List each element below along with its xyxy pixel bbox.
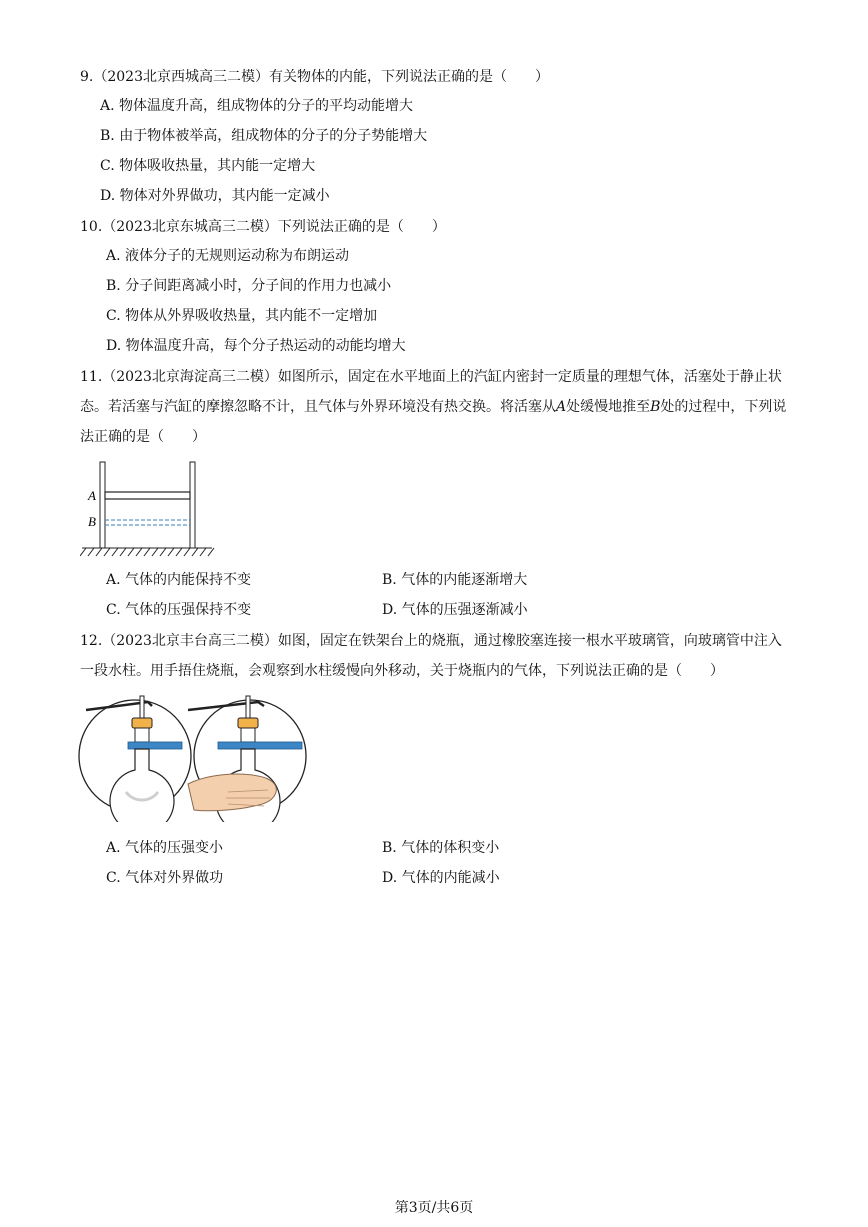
fig-label-b: B (88, 514, 96, 529)
q11-var-a: A (556, 399, 567, 415)
q12-option-d: D. 气体的内能减小 (382, 870, 500, 886)
flask-figure (78, 692, 313, 822)
q9-option-a: A. 物体温度升高，组成物体的分子的平均动能增大 (100, 98, 414, 114)
q12-option-c: C. 气体对外界做功 (106, 870, 224, 886)
q11-option-d: D. 气体的压强逐渐减小 (382, 602, 528, 618)
question-11-stem (80, 362, 792, 452)
q12-option-a: A. 气体的压强变小 (106, 840, 224, 856)
question-12-stem: 12.（2023北京丰台高三二模）如图，固定在铁架台上的烧瓶，通过橡胶塞连接一根水平玻璃管，向玻璃管中注入一段水柱。用手捂住烧瓶，会观察到水柱缓慢向外移动，关于烧瓶内的气体，下列说法正确的是（ ） (80, 633, 782, 679)
cylinder-piston-figure (80, 458, 215, 558)
question-10-stem: 10.（2023北京东城高三二模）下列说法正确的是（ ） (80, 219, 446, 235)
page-number: 第3页/共6页 (394, 1200, 474, 1216)
q10-option-a: A. 液体分子的无规则运动称为布朗运动 (106, 248, 350, 264)
q11-option-c: C. 气体的压强保持不变 (106, 602, 252, 618)
q11-option-a: A. 气体的内能保持不变 (106, 572, 252, 588)
q10-option-b: B. 分子间距离减小时，分子间的作用力也减小 (106, 278, 392, 294)
q11-stem-part2: 处缓慢地推至 (566, 399, 651, 415)
q9-option-d: D. 物体对外界做功，其内能一定减小 (100, 188, 330, 204)
q11-stem-part3: 处的过程中，下列说法正确的是（ ） (80, 399, 787, 445)
fig-label-a: A (88, 488, 96, 503)
q9-option-c: C. 物体吸收热量，其内能一定增大 (100, 158, 316, 174)
q11-stem-part1: 11.（2023北京海淀高三二模）如图所示，固定在水平地面上的汽缸内密封一定质量的理想气体，活塞处于静止状态。若活塞与汽缸的摩擦忽略不计，且气体与外界环境没有热交换。将活塞从 (80, 369, 782, 415)
q10-option-d: D. 物体温度升高，每个分子热运动的动能均增大 (106, 338, 406, 354)
q11-option-b: B. 气体的内能逐渐增大 (382, 572, 528, 588)
question-9-stem: 9.（2023北京西城高三二模）有关物体的内能，下列说法正确的是（ ） (80, 69, 549, 85)
q12-option-b: B. 气体的体积变小 (382, 840, 500, 856)
q11-var-b: B (650, 399, 661, 415)
q9-option-b: B. 由于物体被举高，组成物体的分子的分子势能增大 (100, 128, 428, 144)
q10-option-c: C. 物体从外界吸收热量，其内能不一定增加 (106, 308, 378, 324)
